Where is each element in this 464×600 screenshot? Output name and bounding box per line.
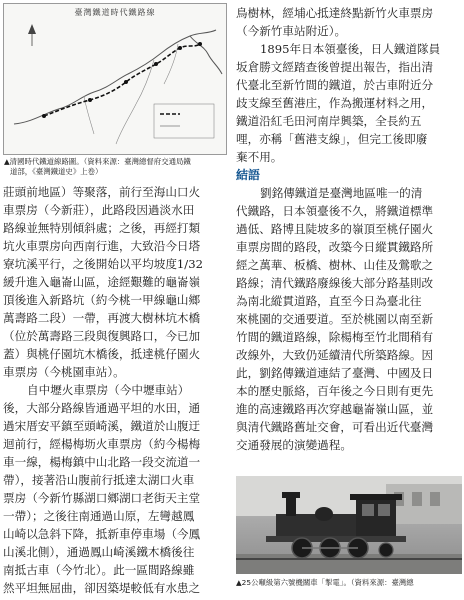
text-line: 歧支線至舊港庄，作為搬運材料之用， (236, 96, 434, 110)
railway-map-figure (3, 3, 227, 155)
paragraph-start-line: 劉銘傳鐵道是臺灣地區唯一的清 (260, 186, 423, 200)
text-line: 車一線，楊梅鎮中山北路一段交流道一 (3, 455, 201, 469)
text-line: 經之萬華、板橋、樹林、山佳及鶯歌之 (236, 258, 434, 272)
text-line: 交通發展的演變過程。 (236, 438, 352, 452)
text-line: 帶），接著沿山腹前行抵達太湖口火車 (3, 473, 195, 487)
map-caption-line2: 道部，《臺灣鐵道史》上卷） (10, 167, 103, 176)
text-line: 莊頭前地區）等聚落，前行至海山口火 (3, 185, 201, 199)
text-line: （今新竹車站附近）。 (236, 24, 347, 38)
text-line: 本的歷史脈絡，百年後之今日則有更先 (236, 384, 434, 398)
text-line: 一帶）；之後往南通過山原，左彎越鳳 (3, 509, 195, 523)
text-line: 代鐵路，日本領臺後不久，將鐵道標準 (236, 204, 434, 218)
text-line: 車票房間的路段，改築今日縱貫鐵路所 (236, 240, 434, 254)
section-heading: 結語 (236, 168, 261, 182)
text-line: 蓋）與桃仔園坑木橋後，抵達桃仔園火 (3, 347, 201, 361)
text-line: 代臺北至新竹間的鐵道，於古車附近分 (236, 78, 434, 92)
map-caption (4, 157, 191, 177)
text-line: 車票房（今新莊），此路段因過淡水田 (3, 203, 195, 217)
text-line: 來桃園的交通要道。至於桃園以南至新 (236, 312, 434, 326)
text-line: 車票房（今桃園車站）。 (3, 365, 125, 379)
text-line: 山崎以急斜下降，抵新車停車場（今鳳 (3, 527, 201, 541)
text-line: 路線；清代鐵路廢線後大部分路基則改 (236, 276, 434, 290)
locomotive-illustration (236, 476, 462, 574)
text-line: 寮坑溪平行，之後開始以平均坡度1/32 (3, 257, 203, 271)
text-line: 進的高速鐵路再次穿越龜崙嶺山區，並 (236, 402, 434, 416)
photo-caption: ▲25公噸級第六號機關車「掣電」。（資料來源：臺灣總 (236, 578, 414, 587)
text-line: 緩升進入龜崙山區，途經艱難的龜崙嶺 (3, 275, 201, 289)
map-title: 臺灣鐵道時代鐵路線 (74, 8, 156, 17)
text-line: 坂倉勝文經踏查後曾提出報告，指出清 (236, 60, 434, 74)
text-line: 竹間的鐵道路線，除楊梅至竹北間稍有 (236, 330, 434, 344)
text-line: 改線外，大致仍延續清代所築路線。因 (236, 348, 434, 362)
text-line: 後，大部分路線皆通過平坦的水田，通 (3, 401, 201, 415)
text-line: 路線並無特別傾斜處；之後，再經打類 (3, 221, 201, 235)
map-caption-line1: ▲清國時代鐵道線路圖。（資料來源：臺灣總督府交通局鐵 (4, 157, 191, 166)
text-line: 過宋厝安平鎮至頭崎溪，鐵道於山腹迂 (3, 419, 201, 433)
text-line: 哩，亦稱「舊港支線」，但完工後即廢 (236, 132, 428, 146)
text-line: 棄不用。 (236, 150, 283, 164)
text-line: 為南北縱貫道路，直至今日為臺北往 (236, 294, 422, 308)
text-line: 南抵古車（今竹北）。此一區間路線雖 (3, 563, 195, 577)
paragraph-start-line: 自中壢火車票房（今中壢車站） (27, 383, 190, 397)
text-line: 與清代鐵路舊址交會，可看出近代臺灣 (236, 420, 434, 434)
text-line: 票房（今新竹縣湖口鄉湖口老街天主堂 (3, 491, 201, 505)
text-line: 過低、路博且陡坡多的嶺頂至桃仔園火 (236, 222, 434, 236)
text-line: 坑火車票房向西南行進，大致沿今日塔 (3, 239, 201, 253)
text-line: 然平坦無屈曲，卻因築堤較低有水患之 (3, 581, 201, 595)
left-text-column (3, 183, 227, 597)
text-line: 迴前行，經楊梅坜火車票房（約今楊梅 (3, 437, 201, 451)
railway-map-drawing (4, 4, 226, 154)
text-line: 鐵道沿紅毛田河南岸興築，全長約五 (236, 114, 422, 128)
text-line: 山溪北側），通過鳳山崎溪鐵木橋後往 (3, 545, 195, 559)
text-line: 萬壽路二段）一帶，再渡大樹林坑木橋 (3, 311, 201, 325)
paragraph-start-line: 1895年日本領臺後，日人鐵道隊員 (260, 42, 441, 56)
locomotive-photo (236, 476, 462, 574)
text-line: （位於萬壽路三段與復興路口，今已加 (3, 329, 201, 343)
text-line: 鳥樹林，經埔心抵達終點新竹火車票房 (236, 6, 434, 20)
right-text-column (236, 4, 462, 454)
text-line: 此，劉銘傳鐵道連結了臺灣、中國及日 (236, 366, 434, 380)
text-line: 頂後進入新路坑（約今桃一甲線龜山鄉 (3, 293, 201, 307)
